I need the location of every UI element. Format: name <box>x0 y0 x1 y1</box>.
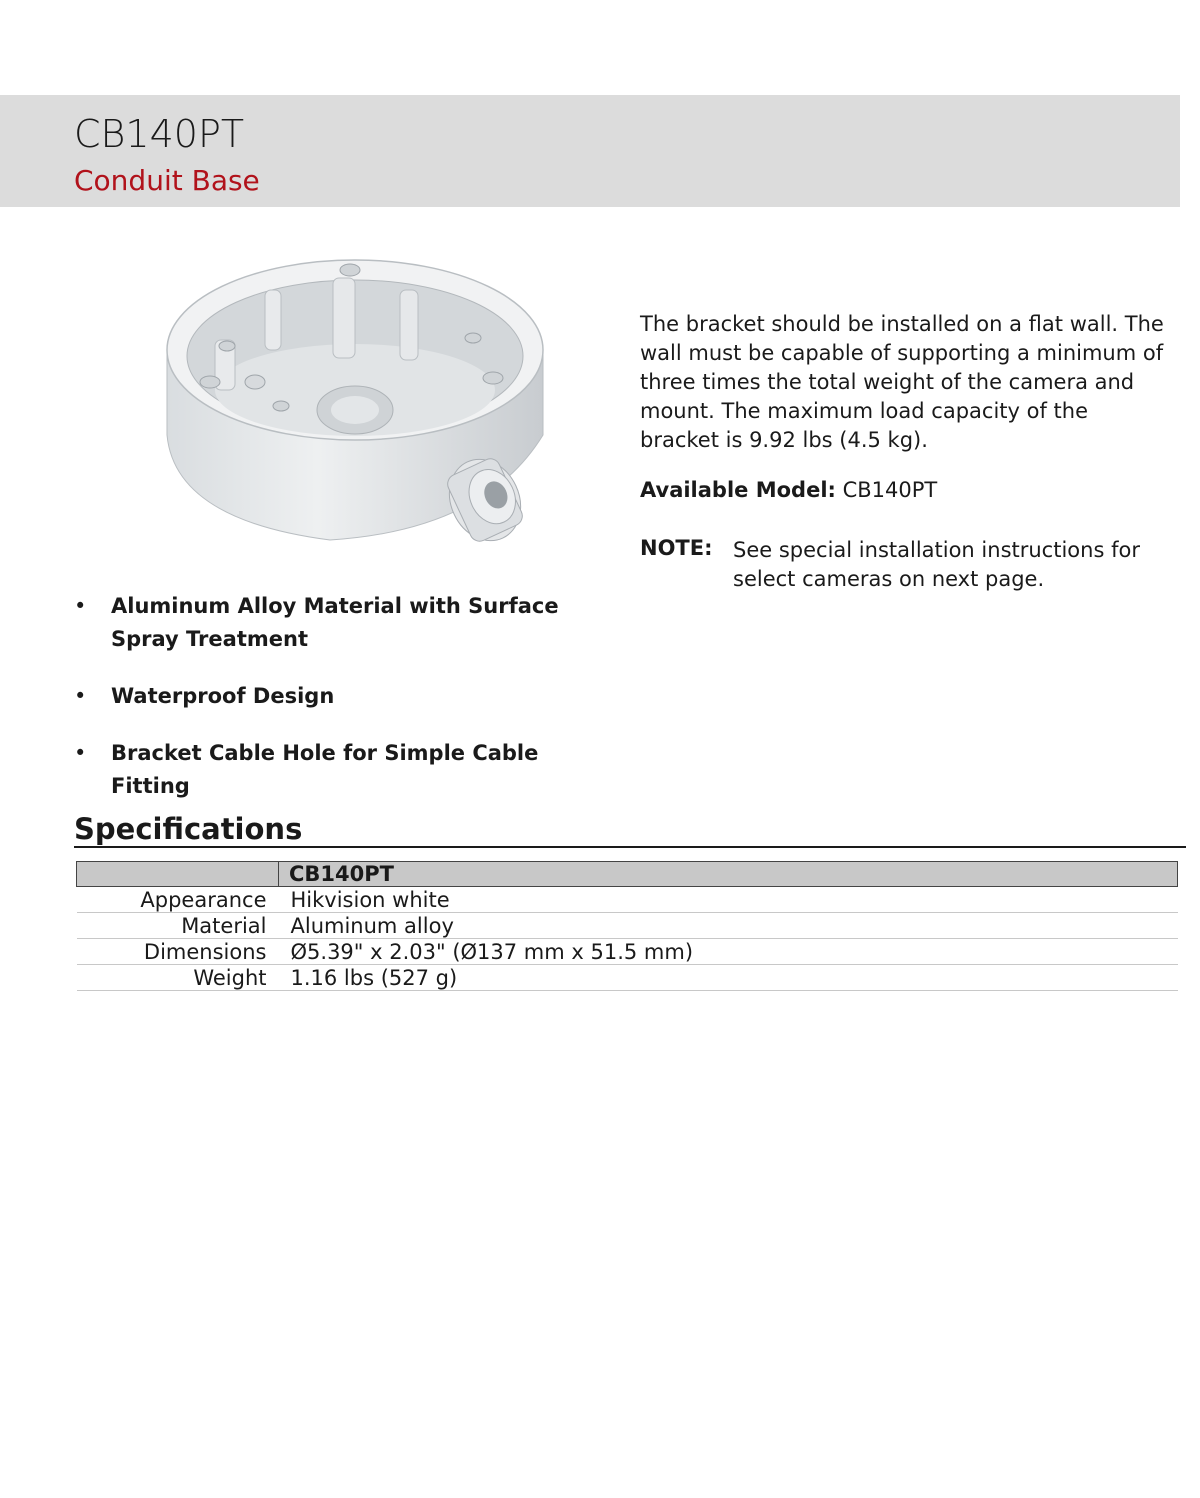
specifications-table <box>76 861 1178 991</box>
bullet-icon: • <box>74 684 87 708</box>
note-label: NOTE: <box>640 536 713 560</box>
note-text: See special installation instructions for select cameras on next page. <box>733 538 1140 591</box>
model-subtitle: Conduit Base <box>74 164 260 197</box>
description: The bracket should be installed on a flat wall. The wall must be capable of supporting a minimum of three times the total weight of the camera and mount. The maximum load capacity of the bracket is 9.92 lbs (4.5 kg). <box>640 312 1164 452</box>
conduit-base-product-photo <box>155 250 565 560</box>
model-title: CB140PT <box>74 112 245 156</box>
table-row <box>77 913 1178 939</box>
available-model-value: CB140PT <box>842 478 938 502</box>
spec-value: Ø5.39" x 2.03" (Ø137 mm x 51.5 mm) <box>279 939 1178 965</box>
table-header-blank <box>77 862 279 887</box>
list-item: • Bracket Cable Hole for Simple Cable Fitting <box>74 737 594 803</box>
spec-label: Dimensions <box>77 939 279 965</box>
table-row <box>77 887 1178 913</box>
spec-label: Appearance <box>77 887 279 913</box>
table-row <box>77 965 1178 991</box>
spec-value: Aluminum alloy <box>279 913 1178 939</box>
table-header-row <box>77 862 1178 887</box>
spec-value: 1.16 lbs (527 g) <box>279 965 1178 991</box>
list-item: • Aluminum Alloy Material with Surface Spray Treatment <box>74 590 594 656</box>
list-item: • Waterproof Design <box>74 680 594 713</box>
bullet-icon: • <box>74 741 87 765</box>
table-header-model: CB140PT <box>279 862 1178 887</box>
bullet-icon: • <box>74 594 87 618</box>
specifications-heading: Specifications <box>74 812 303 846</box>
spec-label: Material <box>77 913 279 939</box>
spec-label: Weight <box>77 965 279 991</box>
table-row <box>77 939 1178 965</box>
feature-list <box>74 590 594 827</box>
specifications-rule <box>74 846 1186 848</box>
available-model-label: Available Model: <box>640 478 836 502</box>
spec-value: Hikvision white <box>279 887 1178 913</box>
available-model <box>640 478 937 502</box>
